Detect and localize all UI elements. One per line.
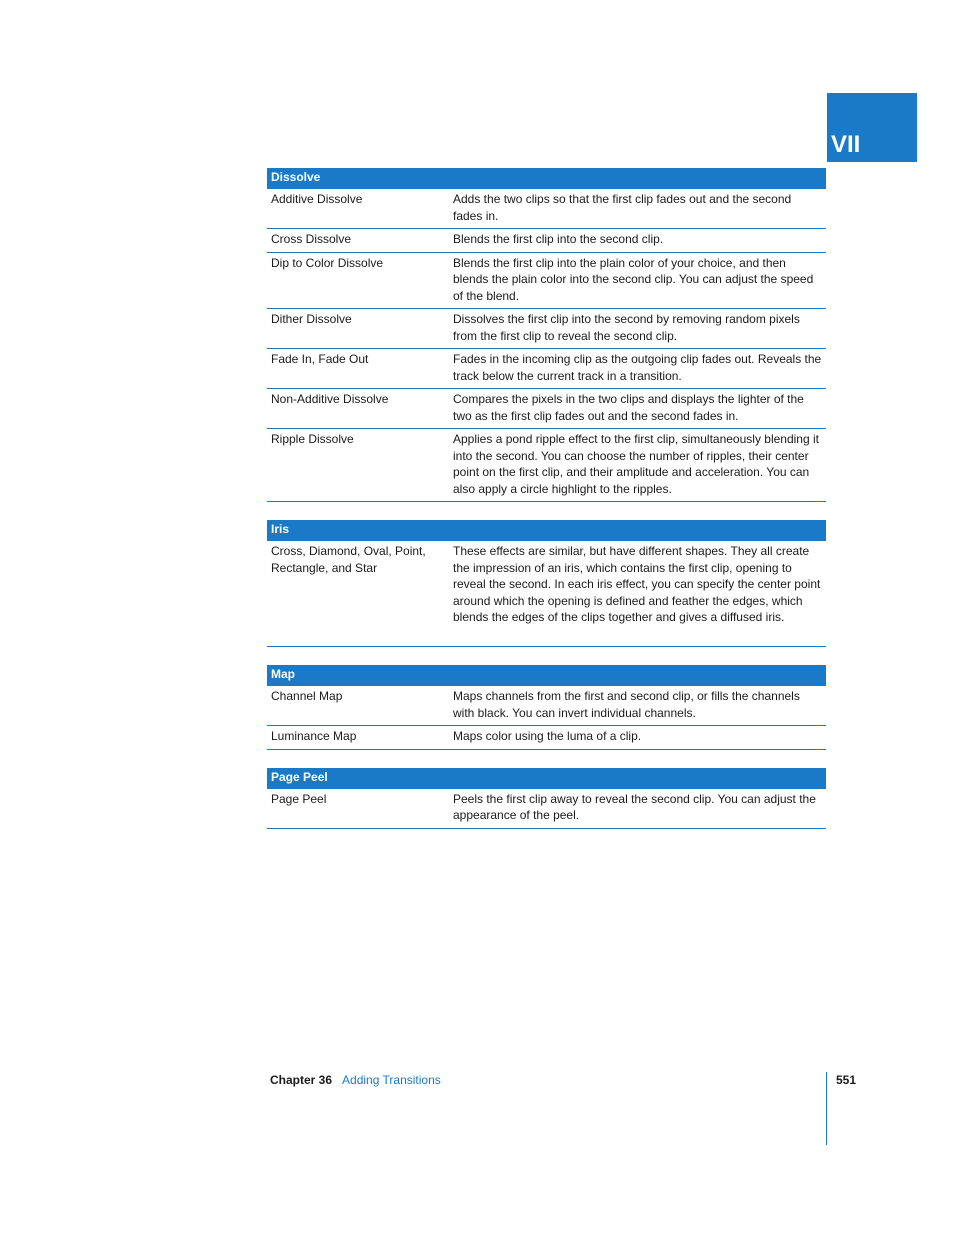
row-description: Peels the first clip away to reveal the second clip. You can adjust the appearance of the peel. (453, 791, 816, 822)
table-row (267, 686, 826, 726)
footer-divider (826, 1072, 827, 1145)
row-term: Additive Dissolve (271, 192, 363, 206)
table-row (267, 726, 826, 750)
section-iris (267, 520, 826, 647)
row-term: Cross, Diamond, Oval, Point, Rectangle, and Star (271, 544, 426, 575)
section-header: Page Peel (267, 768, 826, 789)
page-number: 551 (836, 1073, 857, 1087)
table-row (267, 229, 826, 253)
table-row (267, 789, 826, 829)
row-description: These effects are similar, but have different shapes. They all create the impression of an iris, which contains the first clip, opening to reveal the second. In each iris effect, you can specify the center point around which the opening is defined and feather the edges, which blends the edges of the clips together and gives a diffused iris. (453, 544, 821, 624)
row-term: Dither Dissolve (271, 312, 352, 326)
part-tab: VII (827, 93, 917, 162)
row-term: Page Peel (271, 791, 327, 806)
row-term: Dip to Color Dissolve (271, 255, 384, 270)
section-page-peel (267, 768, 826, 829)
table-row (267, 541, 826, 647)
row-description: Blends the first clip into the plain color of your choice, and then blends the plain color into the second clip. You can adjust the speed of the blend. (453, 255, 814, 303)
chapter-label: Chapter 36 (270, 1073, 333, 1087)
table-row (267, 309, 826, 349)
chapter-title-link[interactable]: Adding Transitions (342, 1073, 441, 1087)
section-map (267, 665, 826, 750)
row-term: Ripple Dissolve (271, 432, 354, 446)
transitions-tables (267, 168, 826, 847)
table-row (267, 253, 826, 310)
table-row (267, 349, 826, 389)
row-description: Compares the pixels in the two clips and displays the lighter of the two as the first clip fades out and the second fades in. (453, 392, 804, 423)
row-description: Dissolves the first clip into the second by removing random pixels from the first clip to reveal the second clip. (453, 312, 800, 343)
table-row (267, 429, 826, 502)
row-description: Fades in the incoming clip as the outgoing clip fades out. Reveals the track below the current track in a transition. (453, 352, 822, 383)
row-term: Luminance Map (271, 729, 357, 743)
row-term: Fade In, Fade Out (271, 352, 369, 366)
row-term: Channel Map (271, 689, 343, 703)
section-header: Iris (267, 520, 826, 541)
row-description: Maps color using the luma of a clip. (453, 729, 642, 743)
section-dissolve (267, 168, 826, 502)
row-term: Non-Additive Dissolve (271, 392, 389, 406)
section-header: Map (267, 665, 826, 686)
table-row (267, 389, 826, 429)
page-footer (270, 1073, 441, 1087)
table-row (267, 189, 826, 229)
row-description: Applies a pond ripple effect to the first clip, simultaneously blending it into the second. You can choose the number of ripples, their center point on the first clip, and their amplitude and acceleration. You can also apply a circle highlight to the ripples. (453, 432, 819, 496)
row-description: Maps channels from the first and second clip, or fills the channels with black. You can invert individual channels. (453, 689, 800, 720)
row-term: Cross Dissolve (271, 232, 352, 246)
row-description: Blends the first clip into the second clip. (453, 232, 664, 246)
row-description: Adds the two clips so that the first clip fades out and the second fades in. (453, 192, 792, 223)
section-header: Dissolve (267, 168, 826, 189)
